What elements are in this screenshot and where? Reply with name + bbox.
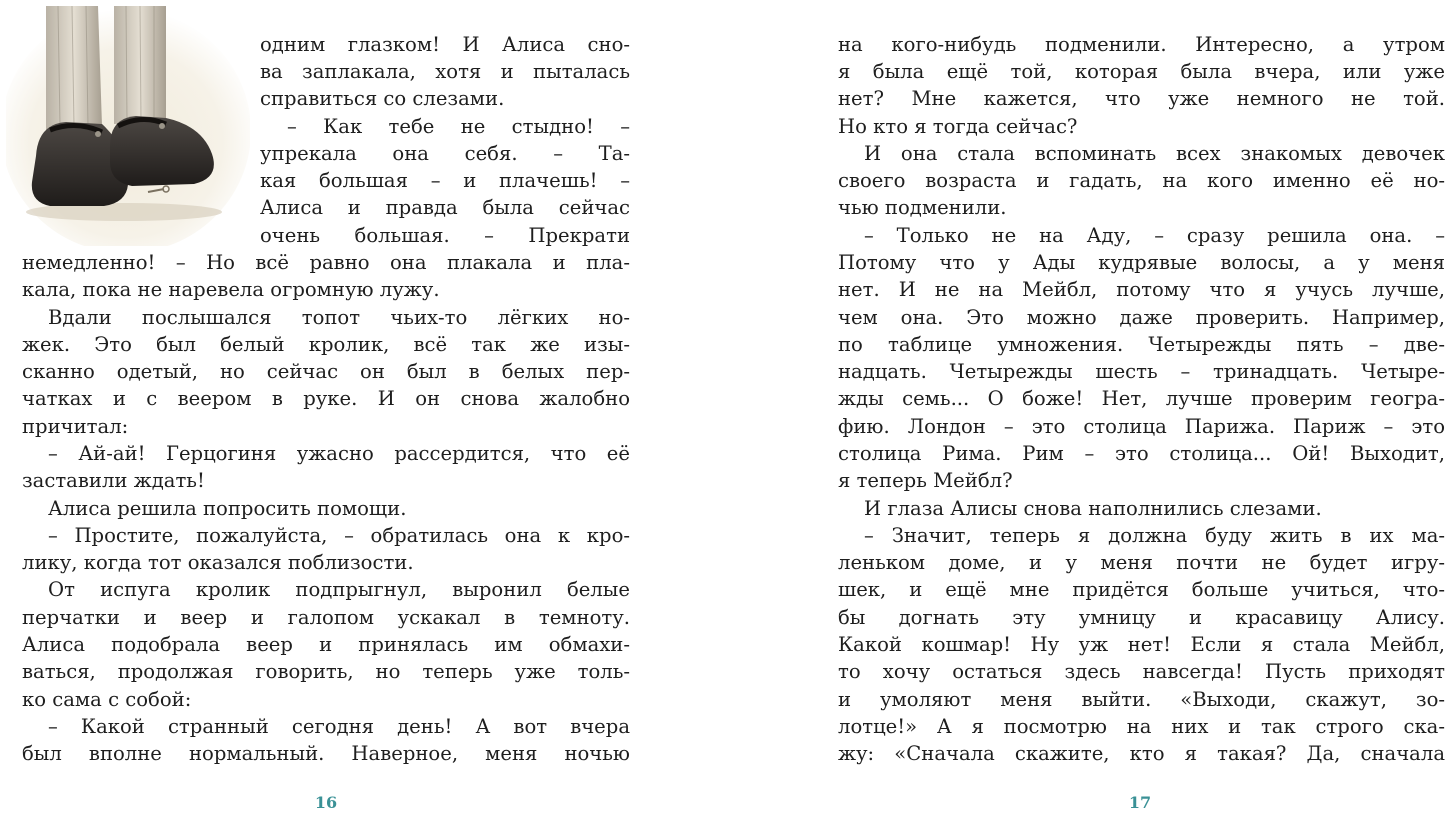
text-line: бы догнать эту умницу и красавицу Алису. — [838, 606, 1445, 629]
text-line: я была ещё той, которая была вчера, или уже — [838, 60, 1445, 83]
text-line: справиться со слезами. — [260, 87, 505, 110]
text-line: Алиса подобрала веер и принялась им обмахи- — [22, 633, 630, 656]
text-line: – Какой странный сегодня день! А вот вчера — [48, 715, 630, 738]
text-line: жды семь... О боже! Нет, лучше проверим геогра- — [838, 387, 1445, 410]
text-line: От испуга кролик подпрыгнул, выронил белые — [48, 578, 630, 601]
text-line: – Значит, теперь я должна буду жить в их ма- — [864, 524, 1445, 547]
text-line: Вдали послышался топот чьих-то лёгких но- — [48, 306, 630, 329]
text-line: Алиса решила попросить помощи. — [48, 497, 407, 520]
text-line: нет? Мне кажется, что уже немного не той. — [838, 87, 1445, 110]
text-line: чем она. Это можно даже проверить. Например, — [838, 306, 1445, 329]
text-line: перчатки и веер и галопом ускакал в темноту. — [22, 606, 630, 629]
text-line: нет. И не на Мейбл, потому что я учусь лучше, — [838, 278, 1445, 301]
text-line: ва заплакала, хотя и пыталась — [260, 60, 630, 83]
text-line: немедленно! – Но всё равно она плакала и пла- — [22, 251, 630, 274]
text-line: – Только не на Аду, – сразу решила она. – — [864, 224, 1445, 247]
text-line: то хочу остаться здесь навсегда! Пусть приходят — [838, 660, 1445, 683]
text-line: по таблице умножения. Четырежды пять – две- — [838, 333, 1445, 356]
text-line: и умоляют меня выйти. «Выходи, скажут, зо- — [838, 688, 1445, 711]
text-line: сканно одетый, но сейчас он был в белых пер- — [22, 360, 630, 383]
text-line: одним глазком! И Алиса сно- — [260, 33, 630, 56]
left-page — [0, 0, 722, 813]
text-line: упрекала она себя. – Та- — [260, 142, 630, 165]
text-line: заставили ждать! — [22, 469, 205, 492]
text-line: лотце!» А я посмотрю на них и так строго ска- — [838, 715, 1445, 738]
text-line: причитал: — [22, 415, 129, 438]
text-line: Какой кошмар! Ну уж нет! Если я стала Мейбл, — [838, 633, 1445, 656]
page-number: 16 — [314, 793, 338, 812]
right-page — [722, 0, 1445, 813]
text-line: на кого-нибудь подменили. Интересно, а утром — [838, 33, 1445, 56]
text-line: ваться, продолжая говорить, но теперь уже толь- — [22, 660, 630, 683]
text-line: шек, и ещё мне придётся больше учиться, что- — [838, 578, 1445, 601]
text-line: Но кто я тогда сейчас? — [838, 115, 1078, 138]
text-line: Потому что у Ады кудрявые волосы, а у меня — [838, 251, 1445, 274]
text-line: ко сама с собой: — [22, 688, 192, 711]
text-line: леньком доме, и у меня почти не будет игру- — [838, 551, 1445, 574]
page-number: 17 — [1128, 793, 1152, 812]
shoes-illustration-icon — [6, 6, 250, 246]
text-line: столица Рима. Рим – это столица... Ой! Выходит, — [838, 442, 1445, 465]
text-line: И она стала вспоминать всех знакомых девочек — [864, 142, 1445, 165]
text-line: жек. Это был белый кролик, всё так же изы- — [22, 333, 630, 356]
text-line: – Ай-ай! Герцогиня ужасно рассердится, что её — [48, 442, 630, 465]
text-line: чатках и с веером в руке. И он снова жалобно — [22, 387, 630, 410]
text-line: лику, когда тот оказался поблизости. — [22, 551, 414, 574]
text-line: жу: «Сначала скажите, кто я такая? Да, сначала — [838, 742, 1445, 765]
text-line: очень большая. – Прекрати — [260, 224, 630, 247]
text-line: – Как тебе не стыдно! – — [287, 115, 630, 138]
text-line: был вполне нормальный. Наверное, меня ночью — [22, 742, 630, 765]
text-line: Алиса и правда была сейчас — [260, 196, 630, 219]
text-line: надцать. Четырежды шесть – тринадцать. Четыре- — [838, 360, 1445, 383]
text-line: я теперь Мейбл? — [838, 469, 1013, 492]
text-line: И глаза Алисы снова наполнились слезами. — [864, 497, 1322, 520]
text-line: – Простите, пожалуйста, – обратилась она к кро- — [48, 524, 630, 547]
text-line: кая большая – и плачешь! – — [260, 169, 630, 192]
text-line: чью подменили. — [838, 196, 1007, 219]
text-line: кала, пока не наревела огромную лужу. — [22, 278, 440, 301]
text-line: фию. Лондон – это столица Парижа. Париж – это — [838, 415, 1445, 438]
text-line: своего возраста и гадать, на кого именно её но- — [838, 169, 1445, 192]
